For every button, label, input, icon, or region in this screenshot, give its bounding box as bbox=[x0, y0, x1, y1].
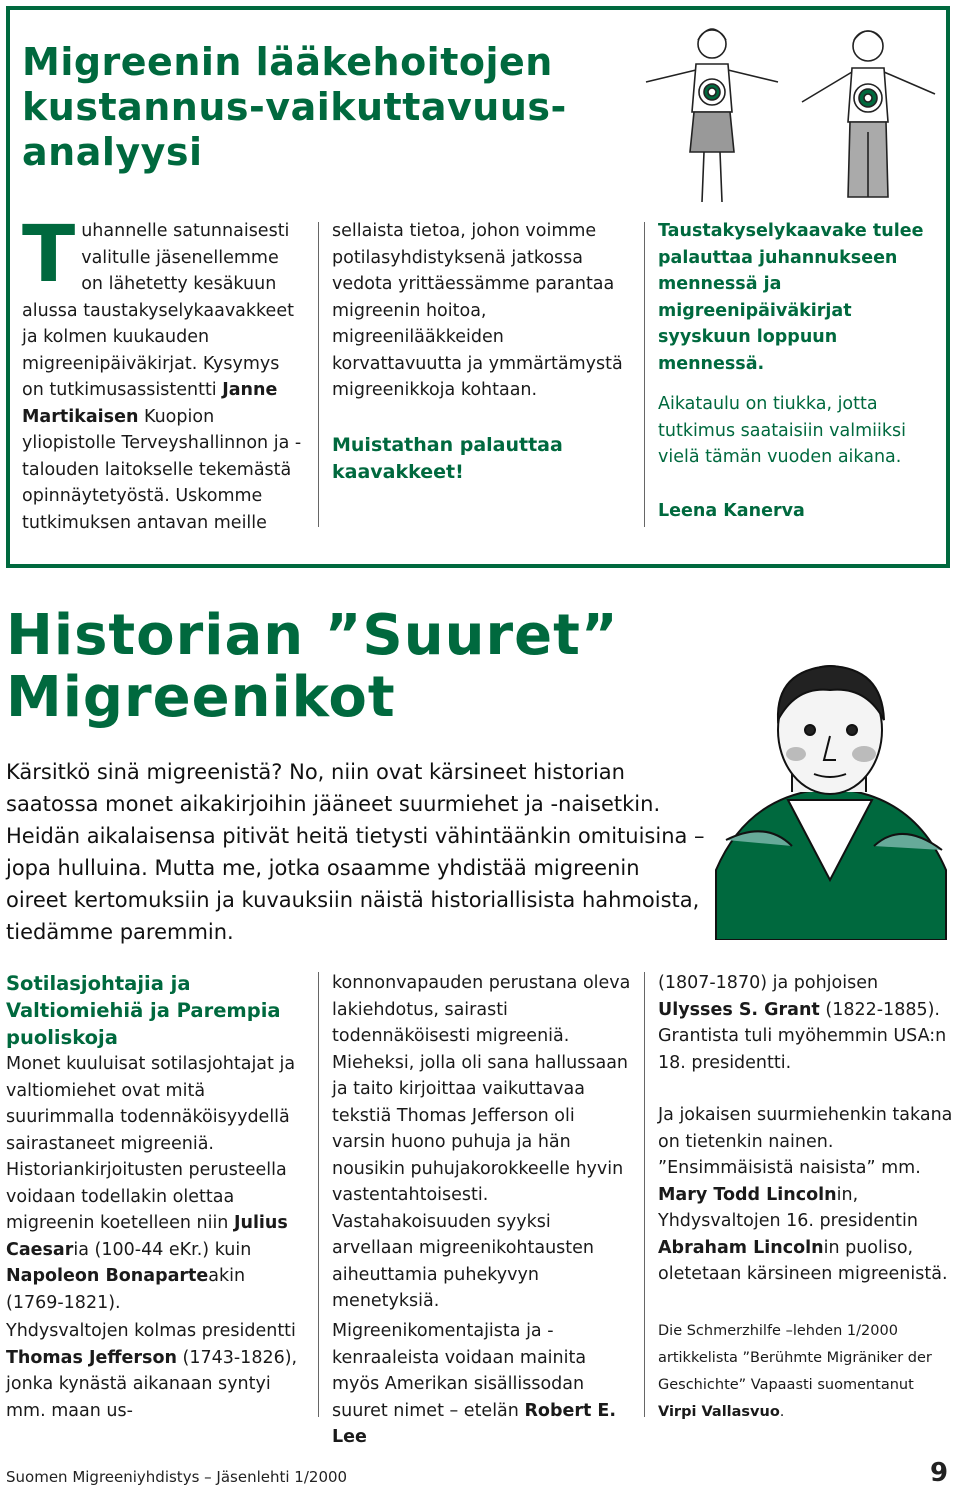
name-ulysses-grant: Ulysses S. Grant bbox=[658, 999, 820, 1020]
box-col3-text: Aikataulu on tiukka, jotta tutkimus saataisiin valmiiksi vielä tämän vuoden aikana. bbox=[658, 394, 906, 467]
article-c1b-text-a: Yhdysvaltojen kolmas presidentti bbox=[6, 1321, 296, 1341]
name-thomas-jefferson: Thomas Jefferson bbox=[6, 1347, 177, 1368]
box-title: Migreenin lääkehoitojen kustannus-vaikuttavuus-analyysi bbox=[22, 40, 567, 174]
drop-cap: T bbox=[22, 210, 76, 300]
source-credit bbox=[658, 1318, 956, 1426]
footer-publication: Suomen Migreeniyhdistys – Jäsenlehti 1/2000 bbox=[6, 1468, 348, 1486]
article-title bbox=[6, 605, 706, 729]
name-julius-caesar: Julius Caesar bbox=[6, 1213, 288, 1260]
name-abraham-lincoln: Abraham Lincoln bbox=[658, 1237, 824, 1258]
name-napoleon: Napoleon Bonaparte bbox=[6, 1266, 209, 1286]
article-column-1 bbox=[6, 970, 306, 1316]
name-mary-todd-lincoln: Mary Todd Lincoln bbox=[658, 1184, 837, 1205]
box-column-2 bbox=[332, 218, 632, 486]
article-title-line2: Migreenikot bbox=[6, 665, 396, 730]
box-col1-text-b: Kuopion yliopistolle Terveyshallinnon ja -talouden laitokselle tekemästä opinnäytetyöstä. Uskomme tutkimuksen antavan meille bbox=[22, 406, 302, 533]
box-column-3 bbox=[658, 218, 948, 524]
article-c2-text: konnonvapauden perustana oleva lakiehdotus, sairasti todennäköisesti migreeniä. Mieheksi, jolla oli sana hallussaan ja taito kirjoittaa vaikuttavaa tekstiä Thomas Jefferson oli varsin huono puhuja ja hän nousikin puhujakorokkeelle hyvin vastentahtoisesti. Vastahakoisuuden syyksi arvellaan migreenikohtausten aiheuttamia puhekyvyn menetyksiä. bbox=[332, 973, 631, 1311]
napoleon-portrait bbox=[706, 650, 954, 940]
box-column-1 bbox=[22, 210, 302, 536]
article-column-2b bbox=[332, 1318, 632, 1451]
author-name-janne: Janne Martikaisen bbox=[22, 380, 278, 427]
reminder-heading: Muistathan palauttaa kaavakkeet! bbox=[332, 433, 563, 483]
article-column-3 bbox=[658, 970, 956, 1288]
article-column-1b bbox=[6, 1318, 306, 1424]
article-c3-text-b: (1822-1885). Grantista tuli myöhemmin USA:n 18. presidentti. bbox=[658, 999, 947, 1073]
article-c2b-text: Migreenikomentajista ja -kenraaleista voidaan mainita myös Amerikan sisällissodan suuret nimet – etelän bbox=[332, 1321, 587, 1421]
source-credit-text: Die Schmerzhilfe –lehden 1/2000 artikkelista ”Berühmte Migräniker der Geschichte” Vapaasti suomentanut bbox=[658, 1323, 932, 1393]
deadline-notice: Taustakyselykaavake tulee palauttaa juhannukseen mennessä ja migreenipäiväkirjat syyskuun loppuun mennessä. bbox=[658, 221, 924, 374]
article-c3-text-c: Ja jokaisen suurmiehenkin takana on tietenkin nainen. ”Ensimmäisistä naisista” mm. bbox=[658, 1105, 953, 1178]
section-heading: Sotilasjohtajia ja Valtiomiehiä ja Parempia puoliskoja bbox=[6, 972, 281, 1049]
box-col1-text-a: uhannelle satunnaisesti valitulle jäsenellemme on lähetetty kesäkuun alussa taustakyselykaavakkeet ja kolmen kuukauden migreenipäiväkirjat. Kysymys on tutkimusassistentti bbox=[22, 221, 294, 400]
column-divider bbox=[644, 972, 645, 1417]
article-c3-text-a: (1807-1870) ja pohjoisen bbox=[658, 973, 879, 993]
box-col2-text: sellaista tietoa, johon voimme potilasyhdistyksenä jatkossa vedota yrittäessämme parantaa migreenin hoitoa, migreenilääkkeiden korvattavuutta ja ymmärtämystä migreenikkoja kohtaan. bbox=[332, 221, 623, 400]
column-divider bbox=[318, 222, 319, 527]
article-c1-text-a: Monet kuuluisat sotilasjohtajat ja valtiomiehet ovat mitä suurimmalla todennäköisyydellä sairastaneet migreeniä. Historiankirjoitusten perusteella voidaan todellakin olettaa migreenin koetelleen niin bbox=[6, 1054, 296, 1233]
article-c1-text-b: ia (100-44 eKr.) kuin bbox=[73, 1239, 252, 1260]
page-number: 9 bbox=[930, 1458, 949, 1488]
article-column-2 bbox=[332, 970, 632, 1315]
cartoon-targets-illustration bbox=[630, 12, 950, 207]
column-divider bbox=[644, 222, 645, 527]
article-c3-text-e: in puoliso, oletetaan kärsineen migreenistä. bbox=[658, 1237, 948, 1284]
box-author: Leena Kanerva bbox=[658, 500, 805, 521]
article-c3-text-d: in, Yhdysvaltojen 16. presidentin bbox=[658, 1184, 918, 1231]
source-credit-end: . bbox=[779, 1404, 785, 1420]
article-c1b-text-b: (1743-1826), jonka kynästä aikanaan syntyi mm. maan us- bbox=[6, 1347, 298, 1421]
name-virpi-vallasvuo: Virpi Vallasvuo bbox=[658, 1404, 780, 1420]
article-c1-text-c: akin (1769-1821). bbox=[6, 1266, 246, 1313]
article-title-line1: Historian ”Suuret” bbox=[6, 603, 619, 668]
article-intro: Kärsitkö sinä migreenistä? No, niin ovat kärsineet historian saatossa monet aikakirjoihin jääneet suurmiehet ja -naisetkin. Heidän aikalaisensa pitivät heitä tietysti vähintäänkin omituisina – jopa hulluina. Mutta me, jotka osaamme yhdistää migreenin oireet kertomuksiin ja kuvauksiin näistä historiallisista hahmoista, tiedämme paremmin. bbox=[6, 760, 705, 944]
column-divider bbox=[318, 972, 319, 1417]
name-robert-e-lee: Robert E. Lee bbox=[332, 1400, 617, 1447]
